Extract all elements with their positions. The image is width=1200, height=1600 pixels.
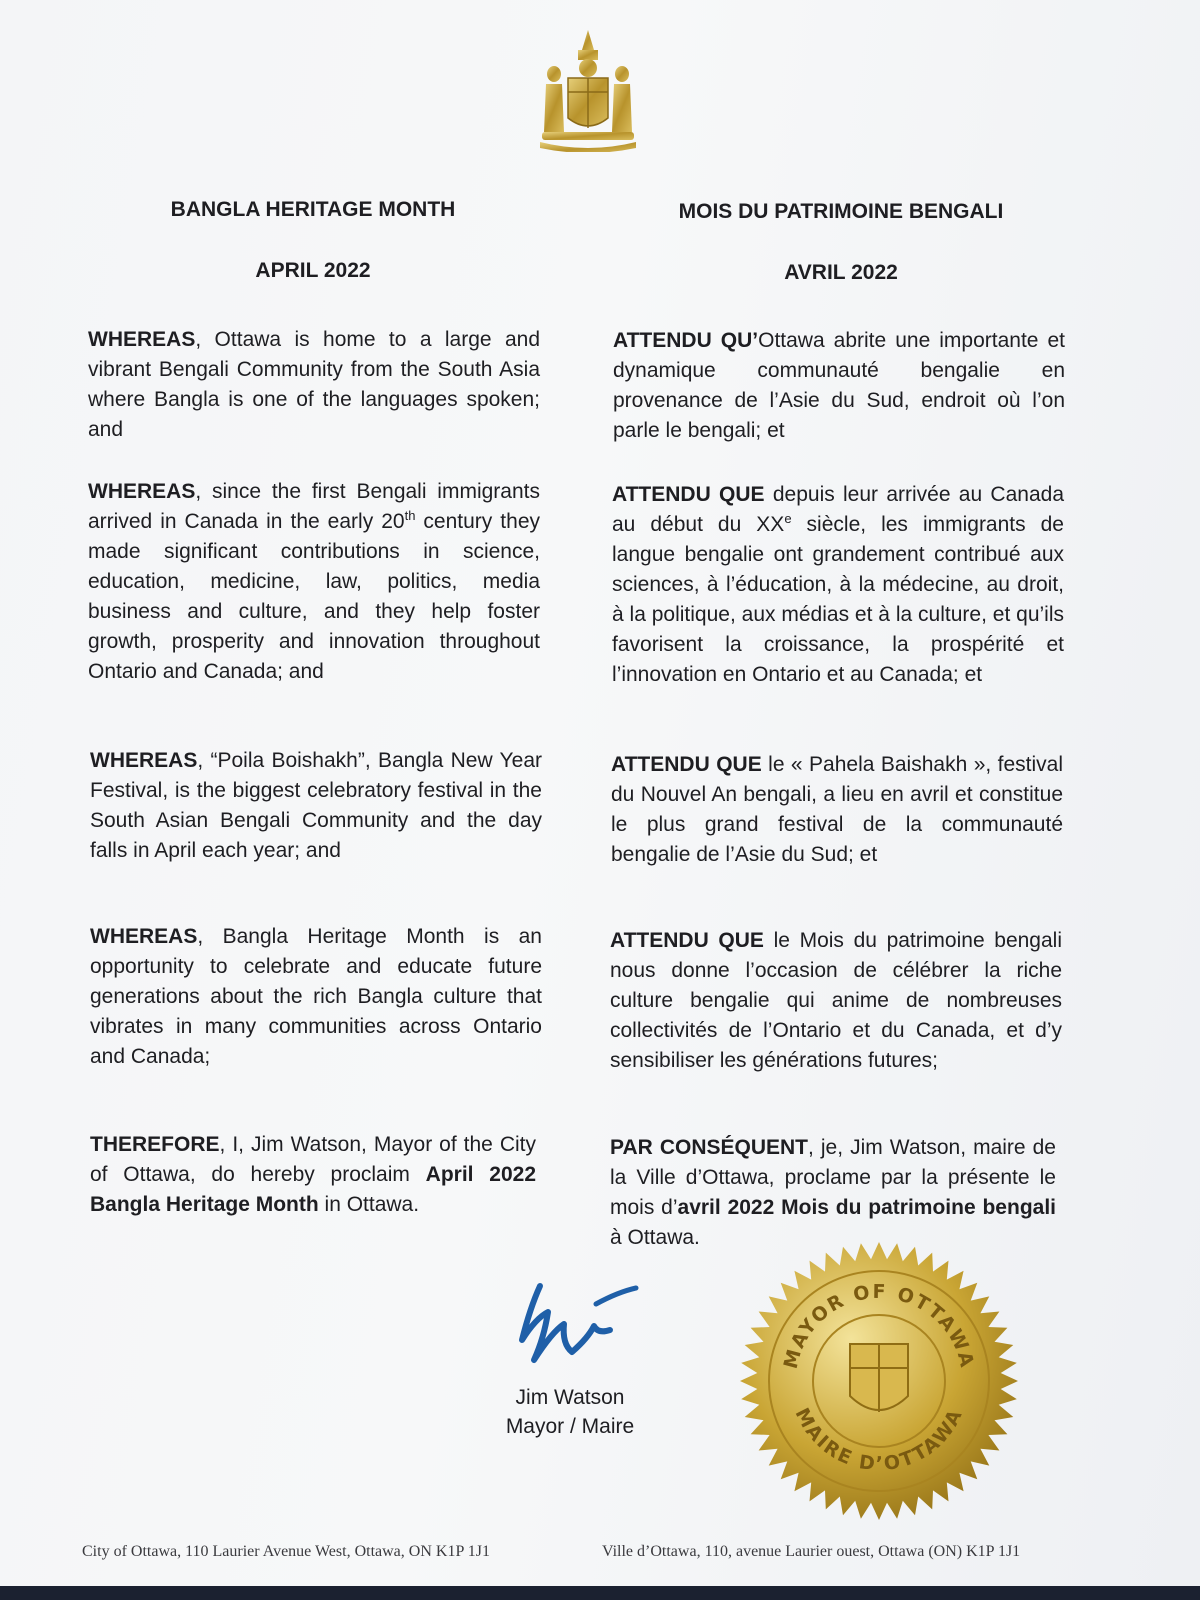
seal-bottom-text: MAIRE D’OTTAWA [790,1404,968,1476]
english-paragraph-1: WHEREAS, Ottawa is home to a large and vibrant Bengali Community from the South Asia where Bangla is one of the languages spoken; and [88,328,540,441]
attendu-keyword: ATTENDU QUE [610,929,764,952]
signature-icon [500,1268,660,1378]
whereas-keyword: WHEREAS [90,749,198,772]
english-paragraph-3: WHEREAS, “Poila Boishakh”, Bangla New Year Festival, is the biggest celebratory festival in the South Asian Bengali Community and the day falls in April each year; and [90,749,542,862]
english-date: APRIL 2022 [255,259,371,282]
whereas-keyword: WHEREAS [88,328,196,351]
whereas-keyword: WHEREAS [90,925,198,948]
english-paragraph-4: WHEREAS, Bangla Heritage Month is an opportunity to celebrate and educate future generations about the rich Bangla culture that vibrates in many communities across Ontario and Canada; [90,925,542,1068]
whereas-keyword: WHEREAS [88,480,196,503]
therefore-keyword: THEREFORE [90,1133,220,1156]
french-paragraph-1: ATTENDU QU’Ottawa abrite une importante et dynamique communauté bengalie en provenance de l’Asie du Sud, endroit où l’on parle le bengali; et [613,329,1066,442]
french-address: Ville d’Ottawa, 110, avenue Laurier ouest, Ottawa (ON) K1P 1J1 [602,1543,1021,1560]
attendu-keyword: ATTENDU QUE [612,483,765,506]
par-consequent-keyword: PAR CONSÉQUENT [610,1136,808,1159]
french-paragraph-5: PAR CONSÉQUENT, je, Jim Watson, maire de la Ville d’Ottawa, proclame par la présente le mois d’avril 2022 Mois du patrimoine bengali à Ottawa. [610,1136,1056,1249]
english-paragraph-2: WHEREAS, since the first Bengali immigrants arrived in Canada in the early 20th century they made significant contributions in science, education, medicine, law, politics, media business and culture, and they help foster growth, prosperity and innovation throughout Ontario and Canada; and [88,480,541,683]
french-title: MOIS DU PATRIMOINE BENGALI [678,200,1004,223]
coat-of-arms-icon [538,28,638,152]
french-paragraph-2: ATTENDU QUE depuis leur arrivée au Canada au début du XXe siècle, les immigrants de langue bengalie ont grandement contribué aux sciences, à l’éducation, à la médecine, au droit, à la politique, aux médias et à la culture, et qu’ils favorisent la croissance, la prospérité et l’innovation en Ontario et au Canada; et [612,483,1064,686]
gold-seal-icon [738,1240,1020,1522]
english-title: BANGLA HERITAGE MONTH [170,198,456,221]
bottom-edge [0,1586,1200,1600]
signer-name: Jim Watson [515,1386,625,1409]
english-address: City of Ottawa, 110 Laurier Avenue West, Ottawa, ON K1P 1J1 [82,1543,490,1560]
french-paragraph-3: ATTENDU QUE le « Pahela Baishakh », festival du Nouvel An bengali, a lieu en avril et constitue le plus grand festival de la communauté bengalie de l’Asie du Sud; et [611,753,1064,866]
english-paragraph-5: THEREFORE, I, Jim Watson, Mayor of the City of Ottawa, do hereby proclaim April 2022 Bangla Heritage Month in Ottawa. [90,1133,536,1216]
signer-title: Mayor / Maire [505,1415,635,1438]
french-paragraph-4: ATTENDU QUE le Mois du patrimoine bengali nous donne l’occasion de célébrer la riche culture bengalie qui anime de nombreuses collectivités de l’Ontario et du Canada, et d’y sensibiliser les générations futures; [610,929,1063,1072]
seal-top-text: MAYOR OF OTTAWA [779,1280,979,1372]
attendu-keyword: ATTENDU QUE [611,753,762,776]
attendu-keyword: ATTENDU QU’ [613,329,759,352]
french-date: AVRIL 2022 [784,261,898,284]
